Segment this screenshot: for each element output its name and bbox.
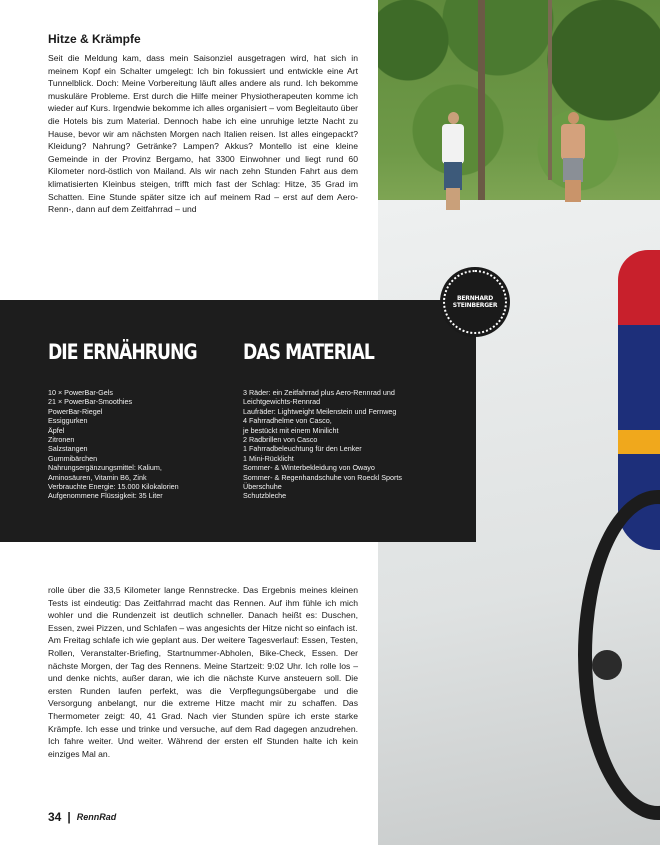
list-item: Aminosäuren, Vitamin B6, Zink: [48, 472, 147, 482]
list-item: Zitronen: [48, 435, 75, 445]
list-item: Aufgenommene Flüssigkeit: 35 Liter: [48, 491, 163, 501]
list-item: Äpfel: [48, 425, 65, 435]
list-item: 10 × PowerBar-Gels: [48, 388, 113, 397]
photo-bike-crank: [592, 650, 622, 680]
list-item: Überschuhe: [243, 482, 282, 492]
list-item: Sommer- & Winterbekleidung von Owayo: [243, 463, 375, 473]
list-item: Gummibärchen: [48, 453, 98, 463]
page-number: 34: [48, 810, 62, 824]
photo-pole: [478, 0, 485, 200]
nutrition-title: DIE ERNÄHRUNG: [48, 340, 197, 364]
paragraph: Seit die Meldung kam, dass mein Saisonziel ausgetragen wird, hat sich in meinem Kopf ein Schalter umgelegt: Ich bin fokussiert und entwickle eine Art Tunnelblick. Doch: Meine Vorbereitung läuft alles andere als rund. Ich bekomme muskuläre Probleme. Erst durch die Hilfe meiner Physiotherapeuten komme ich wieder auf Kurs. Irgendwie bekomme ich alles organisiert – vom Begleitauto über die Hotels bis zum Material. Dennoch habe ich eine unruhige letzte Nacht zu Hause, bevor wir am nächsten Morgen nach Italien reisen. Ist alles eingepackt? Kleidung? Nahrung? Getränke? Lampen? Akkus? Montello ist eine kleine Gemeinde in der Provinz Bergamo, hat 3300 Einwohner und liegt rund 60 Kilometer nord-östlich von Mailand. Als wir nach zehn Stunden Fahrt aus dem klimatisierten Kleinbus steigen, trifft mich fast der Schlag: Hitze, 35 Grad im Schatten. Eine Stunde später sitze ich auf meinem Rad – erst auf dem Aero-Renn-, dann auf dem Zeitfahrrad – und: [48, 53, 358, 215]
list-item: Nahrungsergänzungsmittel: Kalium,: [48, 463, 162, 473]
list-item: Schutzbleche: [243, 491, 287, 501]
list-item: 3 Räder: ein Zeitfahrrad plus Aero-Rennrad und: [243, 388, 395, 397]
paragraph: Am Freitag schlafe ich wie geplant aus. Der weitere Tagesverlauf: Essen, Testen, Rollen, Veranstalter-Briefing, Startnummer-Abholen, Bike-Check, Essen. Der nächste Morgen, der Tag des Rennens. Meine Startzeit: 9:02 Uhr. Ich rolle los – und denke nichts, außer daran, wie ich die nächste Kurve ansteuern soll. Die ersten Runden laufen perfekt, was die Verpflegungsübergabe und die Versorgung anbelangt, nur die extreme Hitze macht mir zu schaffen. Das Thermometer zeigt: 40, 41 Grad. Nach vier Stunden spüre ich erste starke Krämpfe. Ich esse und trinke und versuche, auf dem Rad dagegen anzudrehen. Ich fahre weiter. Und weiter. Während der ersten elf Stunden halte ich kein einziges Mal an.: [48, 635, 358, 759]
photo-spectator-left: [440, 112, 466, 212]
list-item: 2 Radbrillen von Casco: [243, 435, 318, 445]
material-column: [243, 340, 468, 501]
list-item: Essiggurken: [48, 416, 88, 426]
material-list: [243, 388, 468, 501]
page-footer: [48, 810, 116, 824]
photo-spectator-right: [558, 112, 588, 202]
material-title: DAS MATERIAL: [243, 340, 374, 364]
list-item: 21 × PowerBar-Smoothies: [48, 397, 133, 407]
list-item: Sommer- & Regenhandschuhe von Roeckl Sports: [243, 472, 403, 482]
list-item: PowerBar-Riegel: [48, 406, 103, 416]
author-badge: [443, 270, 507, 334]
author-name: BERNHARD STEINBERGER: [452, 295, 498, 309]
list-item: 4 Fahrradhelme von Casco,: [243, 416, 332, 426]
magazine-logo: RennRad: [76, 812, 117, 822]
info-box: [0, 300, 476, 542]
nutrition-column: [48, 340, 228, 501]
list-item: Salzstangen: [48, 444, 88, 454]
footer-separator: |: [67, 810, 71, 824]
photo-pole-thin: [548, 0, 552, 180]
photo-trees: [378, 0, 660, 210]
article-bottom: [48, 584, 358, 760]
list-item: 1 Fahrradbeleuchtung für den Lenker: [243, 444, 362, 454]
nutrition-list: [48, 388, 228, 501]
section-heading: Hitze & Krämpfe: [48, 32, 141, 46]
list-item: je bestückt mit einem Minilicht: [243, 425, 339, 435]
list-item: Verbrauchte Energie: 15.000 Kilokalorien: [48, 482, 179, 492]
list-item: Leichtgewichts-Rennrad: [243, 397, 321, 407]
article-paragraph-top: [48, 52, 358, 216]
article-top: [48, 32, 358, 216]
list-item: Laufräder: Lightweight Meilenstein und Fernweg: [243, 406, 397, 416]
list-item: 1 Mini-Rücklicht: [243, 453, 294, 463]
paragraph: rolle über die 33,5 Kilometer lange Rennstrecke. Das Ergebnis meines kleinen Tests ist eindeutig: Das Zeitfahrrad macht das Rennen. Auf ihm fühle ich mich wohler und die Rundenzeit ist deutlich schneller. Danach heißt es: Duschen, Essen, zwei Pizzen, und Schlafen – was angesichts der Hitze nicht so einfach ist.: [48, 585, 358, 633]
